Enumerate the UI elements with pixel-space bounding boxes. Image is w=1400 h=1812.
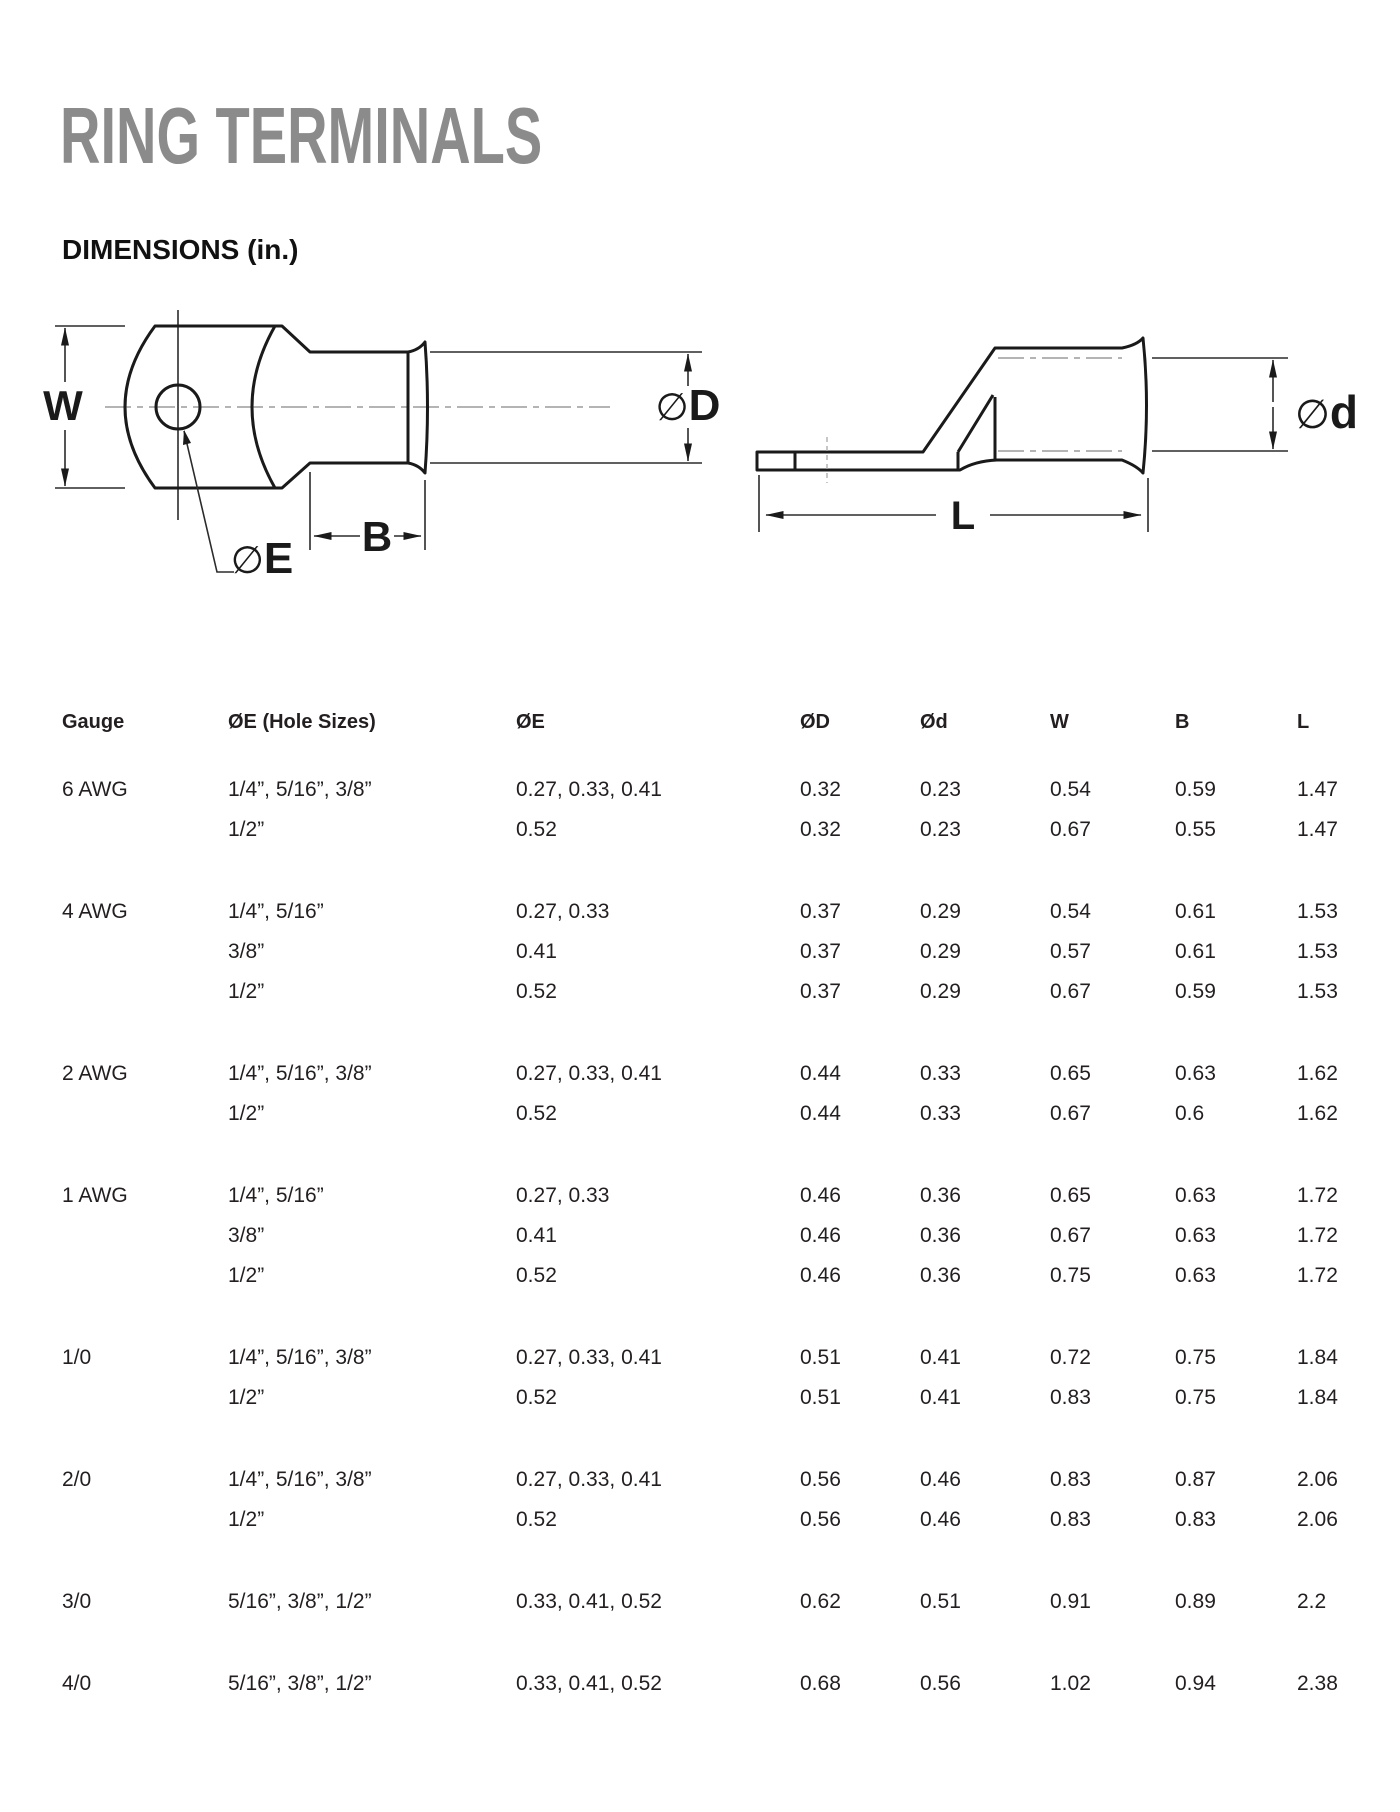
cell-gauge — [62, 932, 228, 972]
col-header-w: W — [1050, 711, 1069, 733]
cell-l: 1.62 — [1297, 1062, 1338, 1085]
cell-w: 0.65 — [1050, 1184, 1091, 1207]
cell-od: 0.32 — [800, 778, 841, 801]
cell-od-small: 0.29 — [920, 900, 961, 923]
cell-oe: 0.27, 0.33, 0.41 — [516, 1346, 662, 1369]
cell-w: 0.67 — [1050, 1224, 1091, 1247]
page-title: RING TERMINALS — [60, 91, 543, 180]
gauge-group-6awg — [62, 770, 1377, 850]
table-row — [62, 892, 1377, 932]
table-row — [62, 932, 1377, 972]
label-overall-length: L — [950, 494, 976, 538]
cell-w: 0.75 — [1050, 1264, 1091, 1287]
table-row — [62, 1500, 1377, 1540]
cell-od-small: 0.29 — [920, 980, 961, 1003]
cell-w: 0.83 — [1050, 1508, 1091, 1531]
cell-gauge: 1/0 — [62, 1346, 92, 1369]
cell-oe: 0.52 — [516, 1102, 557, 1125]
cell-od: 0.46 — [800, 1264, 841, 1287]
cell-b: 0.75 — [1175, 1346, 1216, 1369]
table-row — [62, 810, 1377, 850]
cell-oe: 0.33, 0.41, 0.52 — [516, 1672, 662, 1695]
cell-oe: 0.27, 0.33, 0.41 — [516, 1468, 662, 1491]
gauge-group-4-0 — [62, 1664, 1377, 1704]
cell-od: 0.51 — [800, 1386, 841, 1409]
cell-od-small: 0.36 — [920, 1264, 961, 1287]
cell-w: 0.83 — [1050, 1468, 1091, 1491]
cell-l: 2.06 — [1297, 1508, 1338, 1531]
col-header-b: B — [1175, 711, 1190, 733]
side-inner-edges — [795, 395, 995, 470]
cell-b: 0.59 — [1175, 778, 1216, 801]
cell-gauge — [62, 1094, 228, 1134]
cell-gauge: 1 AWG — [62, 1184, 128, 1207]
cell-w: 0.67 — [1050, 818, 1091, 841]
label-hole-diameter: ∅E — [230, 534, 294, 583]
cell-oe: 0.41 — [516, 940, 557, 963]
table-row — [62, 1338, 1377, 1378]
cell-od: 0.46 — [800, 1184, 841, 1207]
col-header-od: ØD — [800, 711, 830, 733]
cell-od-small: 0.41 — [920, 1386, 961, 1409]
cell-od: 0.68 — [800, 1672, 841, 1695]
cell-b: 0.61 — [1175, 940, 1216, 963]
col-header-hole-sizes: ØE (Hole Sizes) — [228, 711, 376, 733]
cell-hole-sizes: 1/4”, 5/16”, 3/8” — [228, 1468, 372, 1491]
cell-od-small: 0.33 — [920, 1062, 961, 1085]
dimensions-table — [62, 702, 1377, 1746]
cell-od: 0.44 — [800, 1062, 841, 1085]
table-row — [62, 1664, 1377, 1704]
side-view-diagram — [757, 338, 1358, 538]
cell-l: 1.53 — [1297, 900, 1338, 923]
cell-b: 0.63 — [1175, 1264, 1216, 1287]
gauge-group-1-0 — [62, 1338, 1377, 1418]
cell-b: 0.63 — [1175, 1224, 1216, 1247]
cell-od: 0.62 — [800, 1590, 841, 1613]
cell-w: 0.72 — [1050, 1346, 1091, 1369]
section-heading: DIMENSIONS (in.) — [62, 234, 299, 265]
label-inner-diameter: ∅d — [1295, 386, 1358, 438]
table-row — [62, 1460, 1377, 1500]
cell-oe: 0.52 — [516, 1264, 557, 1287]
cell-oe: 0.27, 0.33, 0.41 — [516, 778, 662, 801]
cell-gauge: 2/0 — [62, 1468, 92, 1491]
cell-oe: 0.27, 0.33 — [516, 900, 610, 923]
cell-oe: 0.52 — [516, 1508, 557, 1531]
cell-b: 0.94 — [1175, 1672, 1216, 1695]
cell-b: 0.87 — [1175, 1468, 1216, 1491]
cell-od-small: 0.46 — [920, 1508, 961, 1531]
table-row — [62, 1094, 1377, 1134]
cell-b: 0.63 — [1175, 1184, 1216, 1207]
cell-l: 1.53 — [1297, 940, 1338, 963]
table-row — [62, 1256, 1377, 1296]
col-header-l: L — [1297, 711, 1310, 733]
cell-l: 1.84 — [1297, 1386, 1338, 1409]
cell-gauge: 6 AWG — [62, 778, 128, 801]
cell-gauge — [62, 1500, 228, 1540]
cell-od: 0.46 — [800, 1224, 841, 1247]
cell-w: 0.67 — [1050, 980, 1091, 1003]
cell-w: 0.54 — [1050, 900, 1091, 923]
cell-hole-sizes: 1/4”, 5/16” — [228, 1184, 324, 1207]
cell-gauge — [62, 1256, 228, 1296]
oe-leader-line — [184, 431, 234, 572]
oe-leader-arrow — [183, 430, 191, 445]
cell-l: 1.53 — [1297, 980, 1338, 1003]
cell-oe: 0.41 — [516, 1224, 557, 1247]
table-row — [62, 770, 1377, 810]
table-row — [62, 1378, 1377, 1418]
table-row — [62, 1216, 1377, 1256]
cell-w: 0.57 — [1050, 940, 1091, 963]
cell-od-small: 0.29 — [920, 940, 961, 963]
cell-od: 0.37 — [800, 980, 841, 1003]
cell-od-small: 0.23 — [920, 818, 961, 841]
cell-oe: 0.33, 0.41, 0.52 — [516, 1590, 662, 1613]
cell-w: 0.83 — [1050, 1386, 1091, 1409]
cell-w: 0.65 — [1050, 1062, 1091, 1085]
bore-centerlines — [998, 358, 1122, 451]
cell-b: 0.83 — [1175, 1508, 1216, 1531]
cell-od: 0.44 — [800, 1102, 841, 1125]
cell-hole-sizes: 1/2” — [228, 1386, 265, 1409]
gauge-group-2-0 — [62, 1460, 1377, 1540]
cell-gauge: 4/0 — [62, 1672, 92, 1695]
cell-l: 1.72 — [1297, 1224, 1338, 1247]
cell-gauge — [62, 1216, 228, 1256]
cell-b: 0.55 — [1175, 818, 1216, 841]
table-row — [62, 972, 1377, 1012]
cell-hole-sizes: 1/4”, 5/16” — [228, 900, 324, 923]
cell-od: 0.51 — [800, 1346, 841, 1369]
cell-w: 1.02 — [1050, 1672, 1091, 1695]
cell-od: 0.56 — [800, 1508, 841, 1531]
cell-od: 0.32 — [800, 818, 841, 841]
cell-l: 1.47 — [1297, 778, 1338, 801]
cell-gauge: 2 AWG — [62, 1062, 128, 1085]
gauge-group-1awg — [62, 1176, 1377, 1296]
cell-hole-sizes: 1/2” — [228, 1264, 265, 1287]
cell-b: 0.63 — [1175, 1062, 1216, 1085]
cell-gauge: 3/0 — [62, 1590, 92, 1613]
cell-oe: 0.52 — [516, 1386, 557, 1409]
cell-gauge — [62, 972, 228, 1012]
table-header-row — [62, 702, 1377, 742]
cell-w: 0.67 — [1050, 1102, 1091, 1125]
table-row — [62, 1582, 1377, 1622]
cell-w: 0.54 — [1050, 778, 1091, 801]
label-width: W — [43, 382, 83, 429]
cell-l: 2.38 — [1297, 1672, 1338, 1695]
cell-l: 1.72 — [1297, 1264, 1338, 1287]
cell-od-small: 0.46 — [920, 1468, 961, 1491]
cell-gauge: 4 AWG — [62, 900, 128, 923]
d-extension-lines — [1152, 358, 1288, 451]
cell-od-small: 0.56 — [920, 1672, 961, 1695]
cell-od: 0.37 — [800, 940, 841, 963]
cell-oe: 0.52 — [516, 818, 557, 841]
cell-b: 0.75 — [1175, 1386, 1216, 1409]
cell-hole-sizes: 1/4”, 5/16”, 3/8” — [228, 1346, 372, 1369]
ring-terminal-dimension-diagrams — [0, 270, 1400, 600]
cell-l: 1.84 — [1297, 1346, 1338, 1369]
label-barrel-length: B — [361, 513, 393, 560]
cell-b: 0.61 — [1175, 900, 1216, 923]
cell-hole-sizes: 1/4”, 5/16”, 3/8” — [228, 778, 372, 801]
cell-od-small: 0.33 — [920, 1102, 961, 1125]
cell-hole-sizes: 5/16”, 3/8”, 1/2” — [228, 1672, 372, 1695]
cell-hole-sizes: 3/8” — [228, 940, 265, 963]
cell-od-small: 0.51 — [920, 1590, 961, 1613]
cell-b: 0.6 — [1175, 1102, 1205, 1125]
cell-od-small: 0.36 — [920, 1184, 961, 1207]
cell-gauge — [62, 810, 228, 850]
cell-hole-sizes: 1/2” — [228, 1508, 265, 1531]
cell-od-small: 0.23 — [920, 778, 961, 801]
col-header-od-small: Ød — [920, 711, 948, 733]
cell-oe: 0.27, 0.33 — [516, 1184, 610, 1207]
cell-b: 0.59 — [1175, 980, 1216, 1003]
cell-od-small: 0.36 — [920, 1224, 961, 1247]
cell-b: 0.89 — [1175, 1590, 1216, 1613]
cell-gauge — [62, 1378, 228, 1418]
col-header-gauge: Gauge — [62, 711, 125, 733]
cell-hole-sizes: 1/4”, 5/16”, 3/8” — [228, 1062, 372, 1085]
gauge-group-4awg — [62, 892, 1377, 1012]
table-row — [62, 1176, 1377, 1216]
cell-l: 2.06 — [1297, 1468, 1338, 1491]
cell-oe: 0.52 — [516, 980, 557, 1003]
cell-od-small: 0.41 — [920, 1346, 961, 1369]
cell-hole-sizes: 5/16”, 3/8”, 1/2” — [228, 1590, 372, 1613]
cell-hole-sizes: 1/2” — [228, 980, 265, 1003]
label-outer-diameter: ∅D — [655, 381, 721, 430]
cell-l: 1.72 — [1297, 1184, 1338, 1207]
cell-l: 2.2 — [1297, 1590, 1327, 1613]
cell-l: 1.47 — [1297, 818, 1338, 841]
cell-w: 0.91 — [1050, 1590, 1091, 1613]
table-row — [62, 1054, 1377, 1094]
cell-hole-sizes: 1/2” — [228, 1102, 265, 1125]
gauge-group-3-0 — [62, 1582, 1377, 1622]
col-header-oe: ØE — [516, 711, 545, 733]
gauge-group-2awg — [62, 1054, 1377, 1134]
cell-od: 0.37 — [800, 900, 841, 923]
cell-oe: 0.27, 0.33, 0.41 — [516, 1062, 662, 1085]
cell-l: 1.62 — [1297, 1102, 1338, 1125]
cell-hole-sizes: 1/2” — [228, 818, 265, 841]
cell-hole-sizes: 3/8” — [228, 1224, 265, 1247]
cell-od: 0.56 — [800, 1468, 841, 1491]
top-view-diagram — [43, 310, 720, 583]
